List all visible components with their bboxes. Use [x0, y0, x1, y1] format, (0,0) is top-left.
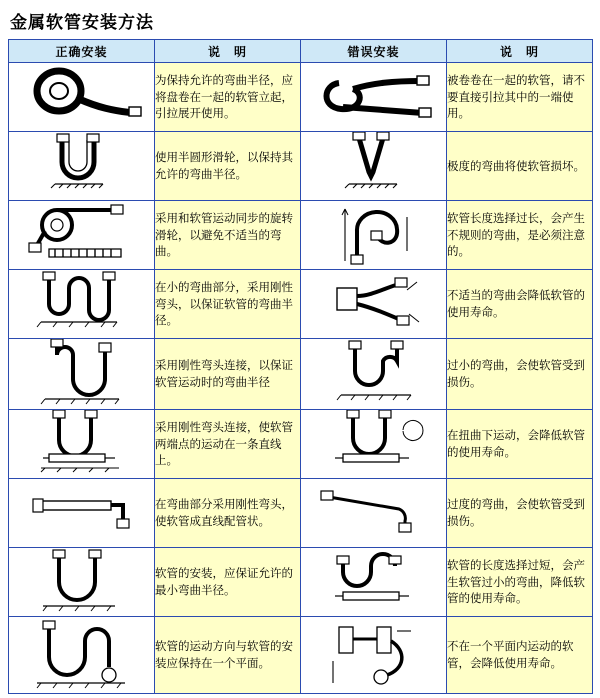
figure-cell-wrong: [301, 63, 447, 132]
rigid-elbow-both-ends-straight-line-icon: [9, 410, 154, 478]
hose-over-semicircular-sheave-icon: [9, 132, 154, 200]
excessive-bend-damage-icon: [301, 479, 446, 547]
description-correct: 在小的弯曲部分，采用刚性弯头，以保证软管的弯曲半径。: [155, 270, 301, 339]
hose-installation-table: [8, 39, 593, 694]
figure-cell-correct: [9, 132, 155, 201]
rigid-elbow-at-small-bend-icon: [9, 270, 154, 338]
header-wrong-install: 错误安装: [301, 40, 447, 63]
description-wrong: 在扭曲下运动，会降低软管的使用寿命。: [447, 410, 593, 479]
figure-cell-wrong: [301, 410, 447, 479]
description-wrong: 软管长度选择过长，会产生不规则的弯曲，是必须注意的。: [447, 201, 593, 270]
motion-direction-same-plane-icon: [9, 617, 154, 693]
install-with-min-allowable-bend-icon: [9, 548, 154, 616]
description-wrong: 过度的弯曲，会使软管受到损伤。: [447, 479, 593, 548]
figure-cell-correct: [9, 479, 155, 548]
description-correct: 软管的运动方向与软管的安装应保持在一个平面。: [155, 617, 301, 694]
rigid-elbow-u-connection-icon: [9, 339, 154, 409]
figure-cell-wrong: [301, 270, 447, 339]
description-wrong: 过小的弯曲，会使软管受到损伤。: [447, 339, 593, 410]
page-title: 金属软管安装方法: [10, 13, 154, 33]
description-correct: 使用半圆形滑轮，以保持其允许的弯曲半径。: [155, 132, 301, 201]
hose-too-long-irregular-bend-icon: [301, 201, 446, 269]
figure-cell-correct: [9, 339, 155, 410]
improper-bend-shortens-life-icon: [301, 270, 446, 338]
description-wrong: 软管的长度选择过短，会产生软管过小的弯曲，降低软管的使用寿命。: [447, 548, 593, 617]
figure-cell-wrong: [301, 339, 447, 410]
figure-cell-correct: [9, 63, 155, 132]
table-row: [9, 201, 593, 270]
figure-cell-correct: [9, 270, 155, 339]
table-header-row: [9, 40, 593, 63]
figure-cell-wrong: [301, 479, 447, 548]
description-correct: 为保持允许的弯曲半径，应将盘卷在一起的软管立起，引拉展开使用。: [155, 63, 301, 132]
description-correct: 采用和软管运动同步的旋转滑轮，以避免不适当的弯曲。: [155, 201, 301, 270]
description-correct: 在弯曲部分采用刚性弯头，使软管成直线配管状。: [155, 479, 301, 548]
description-wrong: 不适当的弯曲会降低软管的使用寿命。: [447, 270, 593, 339]
hose-with-synchronized-rotating-pulley-icon: [9, 201, 154, 269]
description-correct: 采用刚性弯头连接，以保证软管运动时的弯曲半径: [155, 339, 301, 410]
hose-too-long-small-bend-icon: [301, 548, 446, 616]
figure-cell-correct: [9, 410, 155, 479]
rigid-elbow-straight-piping-icon: [9, 479, 154, 547]
table-row: [9, 548, 593, 617]
header-correct-description: 说 明: [155, 40, 301, 63]
description-correct: 采用刚性弯头连接，使软管两端点的运动在一条直线上。: [155, 410, 301, 479]
description-correct: 软管的安装，应保证允许的最小弯曲半径。: [155, 548, 301, 617]
figure-cell-wrong: [301, 201, 447, 270]
table-row: [9, 63, 593, 132]
table-row: [9, 339, 593, 410]
too-small-bend-radius-damage-icon: [301, 339, 446, 409]
description-wrong: 不在一个平面内运动的软管，会降低使用寿命。: [447, 617, 593, 694]
table-row: [9, 410, 593, 479]
description-wrong: 极度的弯曲将使软管损坏。: [447, 132, 593, 201]
figure-cell-wrong: [301, 132, 447, 201]
table-row: [9, 270, 593, 339]
figure-cell-wrong: [301, 548, 447, 617]
motion-not-in-one-plane-icon: [301, 617, 446, 693]
figure-cell-correct: [9, 548, 155, 617]
figure-cell-wrong: [301, 617, 447, 694]
figure-cell-correct: [9, 617, 155, 694]
table-row: [9, 479, 593, 548]
table-row: [9, 132, 593, 201]
coiled-hose-pulled-one-end-icon: [301, 63, 446, 131]
torsion-motion-reduces-life-icon: [301, 410, 446, 478]
header-correct-install: 正确安装: [9, 40, 155, 63]
table-row: [9, 617, 593, 694]
description-wrong: 被卷卷在一起的软管，请不要直接引拉其中的一端使用。: [447, 63, 593, 132]
coiled-hose-standing-roll-icon: [9, 63, 154, 131]
header-wrong-description: 说 明: [447, 40, 593, 63]
hose-sharp-v-bend-icon: [301, 132, 446, 200]
figure-cell-correct: [9, 201, 155, 270]
